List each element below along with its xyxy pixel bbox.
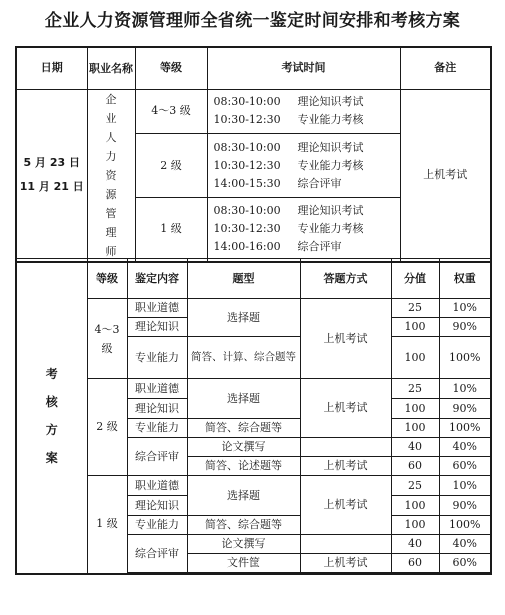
header-level: 等级 <box>87 259 127 299</box>
weight-value: 10% <box>439 476 491 496</box>
session-time: 14:00-15:30 <box>213 176 281 190</box>
content-item: 专业能力 <box>127 337 187 379</box>
question-type: 选择题 <box>187 379 300 419</box>
answer-method <box>300 438 391 457</box>
weight-value: 10% <box>439 379 491 399</box>
assessment-plan-label <box>16 259 87 574</box>
session-time: 08:30-10:00 <box>213 204 281 218</box>
profession-char: 企 <box>105 92 117 106</box>
exam-dates-cell <box>16 89 87 262</box>
score-value: 40 <box>391 438 439 457</box>
plan-level: 4～3 级 <box>87 299 127 379</box>
header-question-type: 题型 <box>187 259 300 299</box>
header-content: 鉴定内容 <box>127 259 187 299</box>
profession-char: 业 <box>105 111 117 125</box>
weight-value: 60% <box>439 554 491 573</box>
content-item: 职业道德 <box>127 379 187 399</box>
content-item: 理论知识 <box>127 399 187 419</box>
profession-char: 源 <box>105 187 117 201</box>
session-subject: 理论知识考试 <box>297 140 364 154</box>
session-subject: 专业能力考核 <box>297 222 364 236</box>
answer-method: 上机考试 <box>300 379 391 438</box>
score-value: 100 <box>391 318 439 337</box>
session-subject: 理论知识考试 <box>297 204 364 218</box>
answer-method: 上机考试 <box>300 476 391 535</box>
score-value: 25 <box>391 299 439 318</box>
question-type: 论文撰写 <box>187 438 300 457</box>
content-item: 理论知识 <box>127 318 187 337</box>
session-subject: 理论知识考试 <box>297 95 364 109</box>
plan-label-char: 核 <box>45 394 58 409</box>
plan-label-char: 考 <box>45 366 58 381</box>
schedule-table <box>15 46 492 263</box>
header-remark: 备注 <box>400 47 491 89</box>
assessment-plan-table <box>15 258 492 575</box>
content-item: 职业道德 <box>127 299 187 318</box>
header-profession: 职业名称 <box>87 47 135 89</box>
profession-char: 力 <box>105 149 117 163</box>
profession-char: 人 <box>105 130 117 144</box>
question-type: 简答、论述题等 <box>187 457 300 476</box>
session-subject: 专业能力考核 <box>297 158 364 172</box>
answer-method: 上机考试 <box>300 457 391 476</box>
session-subject: 综合评审 <box>297 176 342 190</box>
score-value: 100 <box>391 419 439 438</box>
profession-char: 理 <box>105 225 117 239</box>
weight-value: 90% <box>439 399 491 419</box>
header-level: 等级 <box>135 47 207 89</box>
weight-value: 40% <box>439 535 491 554</box>
profession-name-cell <box>87 89 135 262</box>
session-time: 10:30-12:30 <box>213 222 281 236</box>
schedule-level: 1 级 <box>135 198 207 262</box>
content-item: 理论知识 <box>127 496 187 516</box>
header-weight: 权重 <box>439 259 491 299</box>
score-value: 100 <box>391 337 439 379</box>
weight-value: 40% <box>439 438 491 457</box>
profession-char: 师 <box>105 244 117 258</box>
schedule-level: 2 级 <box>135 134 207 198</box>
profession-char: 管 <box>105 206 117 220</box>
answer-method: 上机考试 <box>300 554 391 573</box>
session-time: 14:00-16:00 <box>213 240 281 254</box>
answer-method: 上机考试 <box>300 299 391 379</box>
score-value: 40 <box>391 535 439 554</box>
session-subject: 专业能力考核 <box>297 113 364 127</box>
plan-level: 1 级 <box>87 476 127 574</box>
profession-char: 资 <box>105 168 117 182</box>
question-type: 选择题 <box>187 299 300 337</box>
session-time: 10:30-12:30 <box>213 113 281 127</box>
weight-value: 100% <box>439 419 491 438</box>
score-value: 25 <box>391 379 439 399</box>
question-type: 简答、综合题等 <box>187 419 300 438</box>
weight-value: 100% <box>439 337 491 379</box>
answer-method <box>300 535 391 554</box>
content-item: 综合评审 <box>127 438 187 476</box>
exam-date: 5 月 23 日 <box>23 156 80 169</box>
plan-level: 2 级 <box>87 379 127 476</box>
header-date: 日期 <box>16 47 87 89</box>
score-value: 100 <box>391 516 439 535</box>
header-exam-time: 考试时间 <box>207 47 400 89</box>
weight-value: 90% <box>439 318 491 337</box>
session-time: 08:30-10:00 <box>213 140 281 154</box>
content-item: 专业能力 <box>127 516 187 535</box>
score-value: 100 <box>391 399 439 419</box>
score-value: 60 <box>391 554 439 573</box>
question-type: 简答、计算、综合题等 <box>187 337 300 379</box>
schedule-sessions <box>207 89 400 134</box>
header-answer-method: 答题方式 <box>300 259 391 299</box>
weight-value: 10% <box>439 299 491 318</box>
score-value: 100 <box>391 496 439 516</box>
content-item: 专业能力 <box>127 419 187 438</box>
document-title: 企业人力资源管理师全省统一鉴定时间安排和考核方案 <box>44 11 461 31</box>
weight-value: 60% <box>439 457 491 476</box>
session-time: 10:30-12:30 <box>213 158 281 172</box>
plan-label-char: 方 <box>45 422 58 437</box>
weight-value: 90% <box>439 496 491 516</box>
content-item: 综合评审 <box>127 535 187 573</box>
schedule-sessions <box>207 134 400 198</box>
weight-value: 100% <box>439 516 491 535</box>
header-score: 分值 <box>391 259 439 299</box>
score-value: 25 <box>391 476 439 496</box>
session-time: 08:30-10:00 <box>213 95 281 109</box>
question-type: 选择题 <box>187 476 300 516</box>
content-item: 职业道德 <box>127 476 187 496</box>
session-subject: 综合评审 <box>297 240 342 254</box>
exam-date: 11 月 21 日 <box>19 180 84 193</box>
question-type: 简答、综合题等 <box>187 516 300 535</box>
score-value: 60 <box>391 457 439 476</box>
question-type: 文件筐 <box>187 554 300 573</box>
remark-cell: 上机考试 <box>400 89 491 262</box>
schedule-level: 4～3 级 <box>135 89 207 134</box>
schedule-sessions <box>207 198 400 262</box>
plan-label-char: 案 <box>45 450 58 465</box>
question-type: 论文撰写 <box>187 535 300 554</box>
